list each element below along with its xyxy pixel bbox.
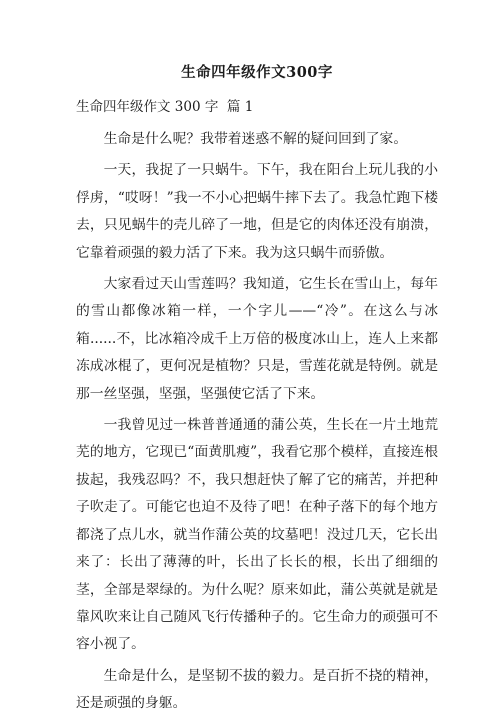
paragraph: 一天，我捉了一只蜗牛。下午，我在阳台上玩儿我的小俘虏，“哎呀！”我一不小心把蜗牛摔下去了。我急忙跑下楼去，只见蜗牛的壳儿碎了一地，但是它的肉体还没有崩溃，它靠着顽强的毅力活了下来。我为这只蜗牛而骄傲。: [76, 162, 438, 261]
document-title: 生命四年级作文300字: [181, 64, 333, 81]
paragraph: 大家看过天山雪莲吗？我知道，它生长在雪山上，每年的雪山都像冰箱一样，一个字儿——“冷”。在这么与冰箱......不，比冰箱冷成千上万倍的极度冰山上，连人上来都冻成冰棍了，更何况是植物？只是，雪莲花就是特例。就是那一丝坚强，坚强，坚强使它活了下来。: [76, 276, 438, 402]
paragraph: 生命是什么呢？我带着迷惑不解的疑问回到了家。: [103, 131, 408, 147]
paragraph: 一我曾见过一株普普通通的蒲公英，生长在一片土地荒芜的地方，它现已“面黄肌瘦”，我看它那个模样，直接连根拔起，我残忍吗？不，我只想赶快了解了它的痛苦，并把种子吹走了。可能它也迫不及待了吧！在种子落下的每个地方都浇了点儿水，就当作蒲公英的坟墓吧！没过几天，它长出来了：长出了薄薄的叶，长出了长长的根，长出了细细的茎，全部是翠绿的。为什么呢？原来如此，蒲公英就是就是靠风吹来让自己随风飞行传播种子的。它生命力的顽强可不容小视了。: [76, 417, 438, 653]
paragraph: 生命是什么，是坚韧不拔的毅力。是百折不挠的精神，还是顽强的身躯。: [76, 667, 438, 712]
document-subtitle: 生命四年级作文 300 字 篇 1: [76, 99, 254, 115]
